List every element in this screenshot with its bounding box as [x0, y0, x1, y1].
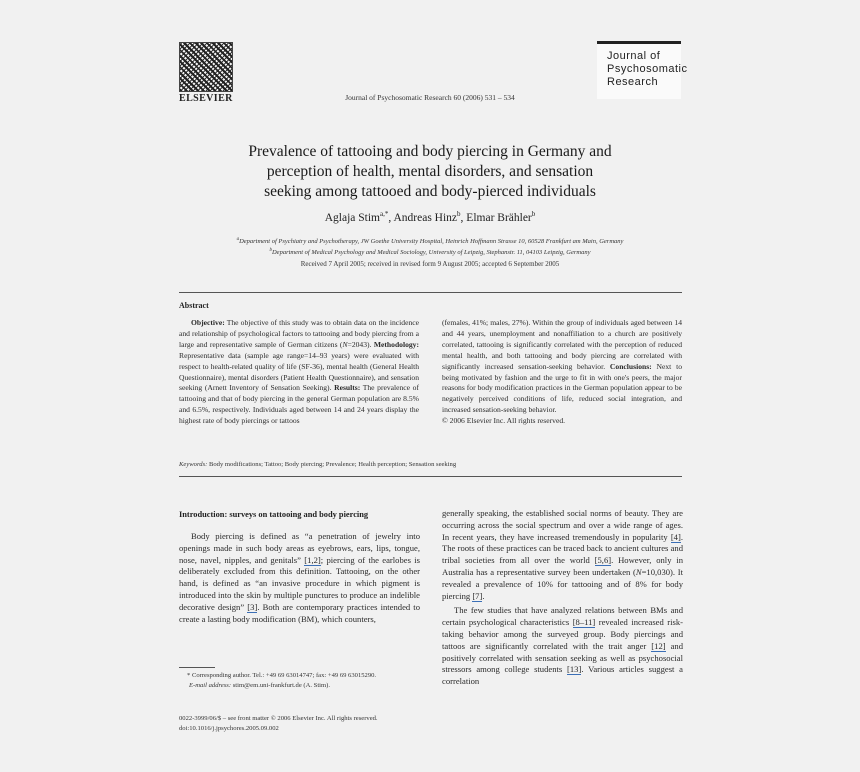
- corresponding-text: * Corresponding author. Tel.: +49 69 63014747; fax: +49 69 63015290.: [187, 672, 377, 679]
- copyright: © 2006 Elsevier Inc. All rights reserved.: [442, 416, 566, 426]
- journal-citation: Journal of Psychosomatic Research 60 (2006) 531 – 534: [345, 93, 515, 102]
- publisher-name: ELSEVIER: [179, 93, 233, 104]
- abstract-right-column: [442, 318, 682, 427]
- paragraph-text: =10,030). It revealed a prevalence of 10% for tattooing and of 8% for body piercing: [442, 566, 683, 601]
- abstract-left-column: [179, 318, 419, 427]
- paragraph-text: . However, only in Australia has a representative survey been undertaken (: [442, 555, 684, 577]
- title-line: perception of health, mental disorders, and sensation: [266, 163, 594, 180]
- body-left-column: [179, 531, 420, 625]
- objective-label: Objective:: [191, 318, 225, 327]
- affiliation-text: Department of Psychiatry and Psychotherapy, JW Goethe University Hospital, Heinrich Hoffmann Strasse 10, 60528 Frankfurt am Main, Germany: [239, 238, 624, 246]
- section-heading: Introduction: surveys on tattooing and body piercing: [179, 510, 369, 519]
- author-affiliation-mark: b: [531, 210, 536, 218]
- publication-info: [179, 714, 422, 733]
- author-affiliation-mark: b: [457, 210, 461, 218]
- affiliation-mark: b: [269, 248, 272, 254]
- paragraph-text: Body piercing is defined as “a penetration of jewelry into openings made in such body areas as eyebrows, ears, lips, tongue, nose, navel, nipples, and genitals”: [179, 531, 420, 565]
- paragraph-text: .: [482, 590, 485, 601]
- footnote-rule: [179, 667, 215, 668]
- abstract-top-rule: [179, 292, 682, 293]
- affiliation-mark: a: [236, 237, 240, 242]
- results-text: The prevalence of tattooing and that of body piercing in the general German population are 8.5% and 6.5%, respectively. Individuals aged between 14 and 24 years display the highest rate of body piercings or tattoos: [179, 383, 419, 426]
- keywords: [179, 461, 456, 468]
- objective-n: N: [342, 339, 348, 349]
- author-list: Aglaja Stim$^{a,*}$, Andreas Hinz$^b$, Elmar Brähler$^b$: [324, 210, 536, 224]
- citation-link[interactable]: [5,6]: [594, 555, 612, 566]
- author-affiliation-mark: a,*: [380, 210, 389, 218]
- paragraph-text: and positively correlated with sensation seeking as well as psychosocial stressors among college students: [442, 640, 683, 675]
- citation-link[interactable]: [13]: [567, 664, 582, 675]
- body-right-column: [442, 508, 683, 688]
- abstract-bottom-rule: [179, 476, 682, 477]
- title-line: Prevalence of tattooing and body piercing in Germany and: [248, 143, 612, 160]
- methodology-text: Representative data (sample age range=14–93 years) were evaluated with respect to health-related quality of life (SF-36), mental health (General Health Questionnaire), mental disorders (Patient Health Questionnaire), and sensation seeking (Arnett Inventory of Sensation Seeking).: [179, 350, 419, 393]
- email-label: E-mail address:: [189, 681, 232, 689]
- citation-link[interactable]: [1,2]: [304, 554, 321, 565]
- sample-size-n: N: [635, 566, 642, 577]
- citation-link[interactable]: [8–11]: [572, 617, 596, 628]
- abstract-heading: Abstract: [179, 301, 209, 310]
- affiliation-text: Department of Medical Psychology and Medical Sociology, University of Leipzig, Stephanstr. 11, 04103 Leipzig, Germany: [271, 249, 591, 257]
- elsevier-tree-icon: [179, 42, 233, 92]
- paragraph: [179, 531, 420, 625]
- conclusion-label: Conclusions:: [609, 361, 652, 371]
- article-title: [200, 142, 660, 202]
- journal-logo-line: Research: [607, 76, 659, 88]
- objective-text: The objective of this study was to obtain data on the incidence and relationship of psychological factors to tattooing and body piercing from a large and representative sample of German citizens (: [179, 318, 419, 349]
- methodology-label: Methodology:: [373, 339, 419, 349]
- paragraph-text: revealed increased risk-taking behavior among the surveyed group. Body piercings and tattoos are significantly correlated with the trait anger: [442, 617, 684, 651]
- keywords-text: Body modifications; Tattoo; Body piercing; Prevalence; Health perception; Sensation seeking: [207, 461, 457, 468]
- objective-tail: =2043).: [347, 339, 374, 349]
- citation-link[interactable]: [4]: [670, 531, 681, 542]
- paragraph-text: . The roots of these practices can be traced back to ancient cultures and tribal societies from all over the world: [442, 531, 683, 566]
- citation-link[interactable]: [12]: [651, 640, 666, 651]
- received-dates: Received 7 April 2005; received in revised form 9 August 2005; accepted 6 September 2005: [300, 260, 560, 268]
- paragraph-text: generally speaking, the established social norms of beauty. They are occurring across the social spectrum and over a wide range of ages. In recent years, they have increased tremendously in popularity: [442, 508, 683, 542]
- author-name: Aglaja Stim: [324, 211, 380, 224]
- journal-logo: [597, 41, 688, 99]
- conclusion-text: Next to being motivated by fashion and the urge to fit in with one's peers, the major reasons for body modification practices in the German population appear to be negatively perceived conditions of life, reduced social integration, and increased sensation-seeking behavior.: [442, 361, 682, 415]
- title-line: seeking among tattooed and body-pierced individuals: [264, 183, 596, 200]
- author-name: Andreas Hinz: [393, 211, 458, 224]
- abstract-right-text: (females, 41%; males, 27%). Within the group of individuals aged between 14 and 44 years, unemployment and nonaffiliation to a church are positively correlated, tattooing is significantly correlated with the perception of reduced mental health, and both tattooing and body piercing are correlated with significantly increased sensation-seeking behavior.: [442, 318, 682, 371]
- author-name: Elmar Brähler: [466, 211, 532, 224]
- citation-link[interactable]: [7]: [472, 590, 483, 601]
- email-text: stim@em.uni-frankfurt.de (A. Stim).: [231, 681, 330, 689]
- doi-line: doi:10.1016/j.jpsychores.2005.09.002: [179, 724, 279, 732]
- results-label: Results:: [334, 383, 361, 393]
- paragraph-text: . Various articles suggest a correlation: [442, 664, 683, 687]
- paragraph-text: . Both are contemporary practices intended to create a lasting body modification (BM), which counters,: [179, 601, 420, 624]
- affiliations: [0, 235, 860, 257]
- journal-logo-line: Psychosomatic: [607, 63, 688, 75]
- corresponding-author-note: [179, 671, 422, 690]
- paragraph-text: ; piercing of the earlobes is deliberately excluded from this definition. Tattooing, on the other hand, is defined as “an invasive procedure in which pigment is introduced into the skin by multiple punctures to produce an indelible decorative design”: [179, 554, 421, 612]
- citation-link[interactable]: [3]: [247, 601, 258, 612]
- journal-logo-line: Journal of: [607, 50, 661, 62]
- keywords-label: Keywords:: [179, 461, 208, 468]
- issn-line: 0022-3999/06/$ – see front matter © 2006 Elsevier Inc. All rights reserved.: [179, 715, 378, 722]
- paragraph: [442, 508, 683, 602]
- paragraph-text: The few studies that have analyzed relations between BMs and certain psychological characteristics: [442, 605, 683, 628]
- paragraph: [442, 605, 683, 688]
